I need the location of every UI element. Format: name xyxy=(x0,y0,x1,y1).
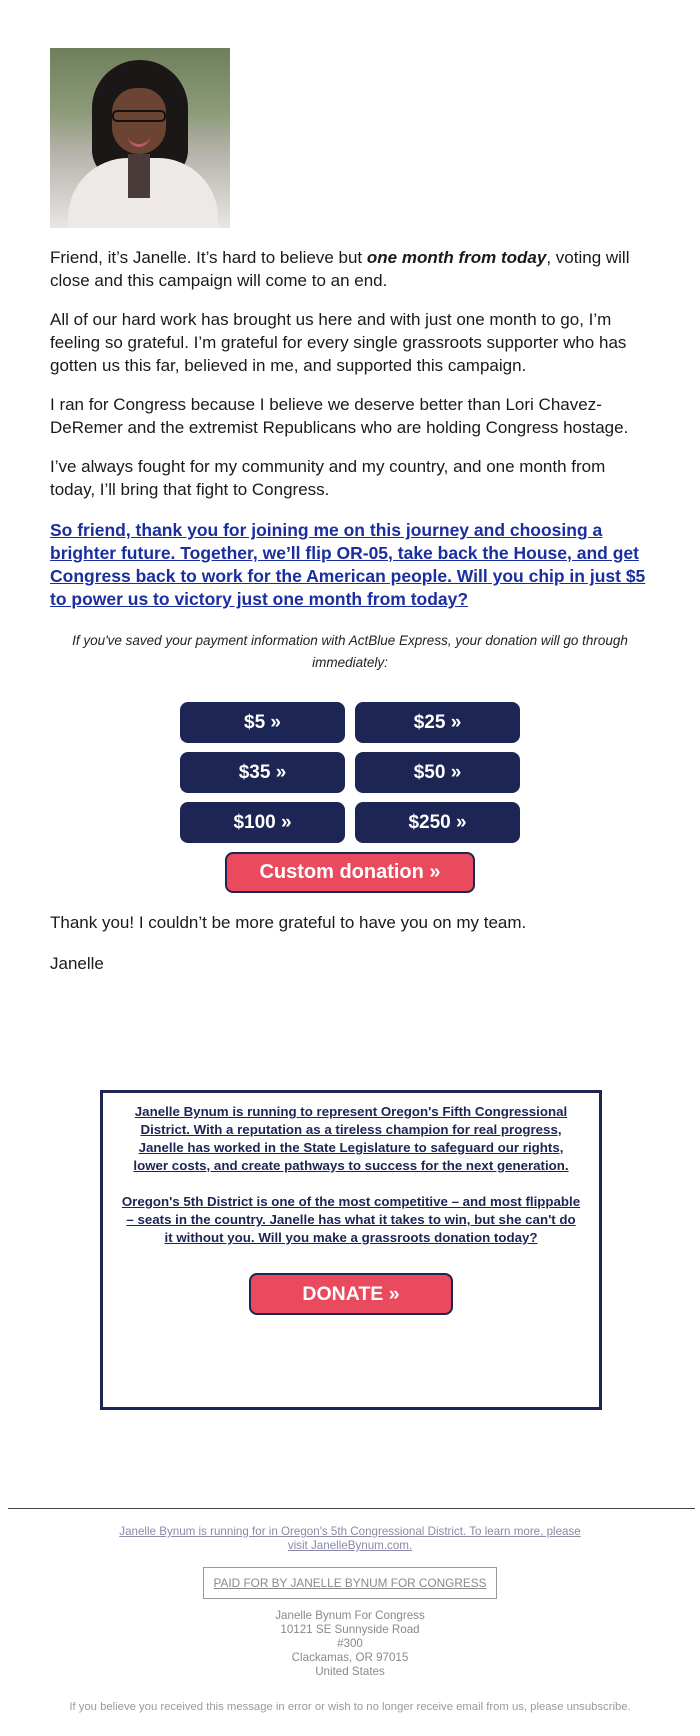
paid-for-disclaimer[interactable]: PAID FOR BY JANELLE BYNUM FOR CONGRESS xyxy=(203,1567,498,1599)
closing-thanks: Thank you! I couldn’t be more grateful to have you on my team. xyxy=(50,913,527,932)
candidate-photo xyxy=(50,48,230,228)
mailing-address: Janelle Bynum For Congress 10121 SE Sunnyside Road #300 Clackamas, OR 97015 United States xyxy=(275,1609,425,1678)
info-text-link-2[interactable]: Oregon's 5th District is one of the most competitive – and most flippable – seats in the country. Janelle has what it takes to win, but she can't do it without you. Will you make a grassroots donation today? xyxy=(121,1194,581,1245)
donate-250-button[interactable]: $250 » xyxy=(355,802,520,843)
donate-button[interactable]: DONATE » xyxy=(249,1273,453,1315)
emphasis-text: one month from today xyxy=(366,248,547,267)
custom-donation-button[interactable]: Custom donation » xyxy=(225,852,475,893)
footer-divider xyxy=(8,1508,695,1509)
paragraph-reason: I ran for Congress because I believe we deserve better than Lori Chavez-DeRemer and the extremist Republicans who are holding Congress hostage. xyxy=(50,395,629,437)
donate-50-button[interactable]: $50 » xyxy=(355,752,520,793)
donate-35-button[interactable]: $35 » xyxy=(180,752,345,793)
paragraph-fight: I’ve always fought for my community and my country, and one month from today, I’ll bring that fight to Congress. xyxy=(50,457,606,499)
donate-25-button[interactable]: $25 » xyxy=(355,702,520,743)
learn-more-link[interactable]: Janelle Bynum is running for in Oregon's 5th Congressional District. To learn more, please visit JanelleBynum.com. xyxy=(119,1525,581,1552)
info-text-link-1[interactable]: Janelle Bynum is running to represent Oregon's Fifth Congressional District. With a reputation as a tireless champion for real progress, Janelle has worked in the State Legislature to safeguard our rights, lower costs, and create pathways to success for the next generation. xyxy=(133,1104,569,1173)
actblue-express-note: If you've saved your payment information with ActBlue Express, your donation will go through immediately: xyxy=(72,633,628,670)
donation-button-grid xyxy=(180,702,520,852)
candidate-info-box xyxy=(100,1090,602,1410)
unsubscribe-text[interactable]: If you believe you received this message in error or wish to no longer receive email from us, please unsubscribe. xyxy=(69,1701,631,1713)
footer xyxy=(0,1525,700,1713)
cta-donate-link[interactable]: So friend, thank you for joining me on this journey and choosing a brighter future. Together, we’ll flip OR-05, take back the House, and get Congress back to work for the American people. Will you chip in just $5 to power us to victory just one month from today? xyxy=(50,520,646,609)
donate-5-button[interactable]: $5 » xyxy=(180,702,345,743)
donate-100-button[interactable]: $100 » xyxy=(180,802,345,843)
email-body xyxy=(50,48,650,975)
paragraph-gratitude: All of our hard work has brought us here and with just one month to go, I’m feeling so grateful. I’m grateful for every single grassroots supporter who has gotten us this far, believed in me, and supported this campaign. xyxy=(50,310,627,375)
signature: Janelle xyxy=(50,954,104,973)
paragraph-intro: Friend, it’s Janelle. It’s hard to believe but one month from today, voting will close and this campaign will come to an end. xyxy=(50,248,630,290)
